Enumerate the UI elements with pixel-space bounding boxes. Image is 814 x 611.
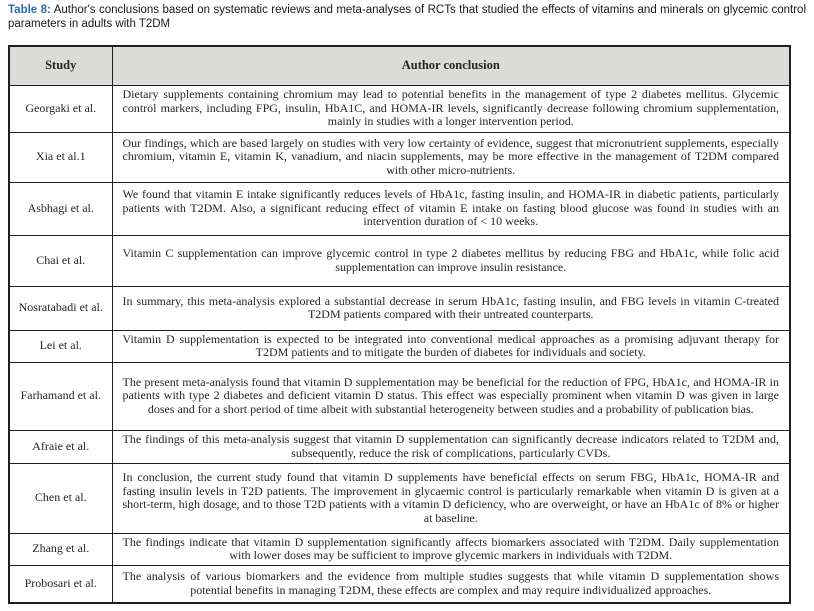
table-row <box>9 533 790 565</box>
table-row <box>9 286 790 330</box>
conclusion-cell: In summary, this meta-analysis explored a substantial decrease in serum HbA1c, fasting insulin, and FBG levels in vitamin C-treated T2DM patients compared with their untreated counterparts. <box>112 286 790 330</box>
column-header-conclusion: Author conclusion <box>112 46 790 85</box>
conclusion-cell: Vitamin C supplementation can improve glycemic control in type 2 diabetes mellitus by reducing FBG and HbA1c, while folic acid supplementation can improve insulin resistance. <box>112 235 790 286</box>
table-body <box>9 85 790 603</box>
study-cell: Lei et al. <box>9 330 112 362</box>
conclusion-cell: The present meta-analysis found that vitamin D supplementation may be beneficial for the reduction of FPG, HbA1c, and HOMA-IR in patients with type 2 diabetes and deficient vitamin D status. This effect was especially prominent when vitamin D was given in large doses and for a short period of time albeit with substantial heterogeneity between studies and a probability of publication bias. <box>112 362 790 430</box>
study-cell: Farhamand et al. <box>9 362 112 430</box>
study-cell: Chai et al. <box>9 235 112 286</box>
conclusion-cell: Vitamin D supplementation is expected to be integrated into conventional medical approaches as a promising adjuvant therapy for T2DM patients and to mitigate the burden of diabetes for individuals and society. <box>112 330 790 362</box>
conclusion-cell: The findings of this meta-analysis suggest that vitamin D supplementation can significantly decrease indicators related to T2DM and, subsequently, reduce the risk of complications, particularly CVDs. <box>112 430 790 463</box>
column-header-study: Study <box>9 46 112 85</box>
conclusion-cell: In conclusion, the current study found that vitamin D supplements have beneficial effects on serum FBG, HbA1c, HOMA-IR and fasting insulin levels in T2D patients. The improvement in glycaemic control is particularly remarkable when vitamin D is given at a short-term, high dosage, and to those T2D patients with a vitamin D deficiency, who are overweight, or have an HbA1c of 8% or higher at baseline. <box>112 463 790 533</box>
study-cell: Probosari et al. <box>9 565 112 603</box>
table-row <box>9 565 790 603</box>
table-caption-label: Table 8: <box>8 4 51 16</box>
conclusion-cell: The analysis of various biomarkers and the evidence from multiple studies suggests that while vitamin D supplementation shows potential benefits in managing T2DM, these effects are complex and may require individualized approaches. <box>112 565 790 603</box>
conclusion-cell: Our findings, which are based largely on studies with very low certainty of evidence, suggest that micronutrient supplements, especially chromium, vitamin E, vitamin K, vanadium, and niacin supplements, may be more effective in the management of T2DM compared with other micro-nutrients. <box>112 132 790 182</box>
study-cell: Zhang et al. <box>9 533 112 565</box>
study-cell: Afraie et al. <box>9 430 112 463</box>
conclusion-cell: We found that vitamin E intake significantly reduces levels of HbA1c, fasting insulin, and HOMA-IR in diabetic patients, particularly patients with T2DM. Also, a significant reducing effect of vitamin E intake on fasting blood glucose was found in studies with an intervention duration of < 10 weeks. <box>112 182 790 235</box>
table-row <box>9 85 790 132</box>
conclusion-cell: Dietary supplements containing chromium may lead to potential benefits in the management of type 2 diabetes mellitus. Glycemic control markers, including FPG, insulin, HbA1C, and HOMA-IR levels, significantly decrease following chromium supplementation, mainly in studies with a longer intervention period. <box>112 85 790 132</box>
study-cell: Asbhagi et al. <box>9 182 112 235</box>
table-row <box>9 235 790 286</box>
table-row <box>9 132 790 182</box>
conclusion-cell: The findings indicate that vitamin D supplementation significantly affects biomarkers associated with T2DM. Daily supplementation with lower doses may be sufficient to improve glycemic markers in individuals with T2DM. <box>112 533 790 565</box>
table-row <box>9 430 790 463</box>
study-cell: Nosratabadi et al. <box>9 286 112 330</box>
table-caption-text: Author's conclusions based on systematic reviews and meta-analyses of RCTs that studied the effects of vitamins and minerals on glycemic control parameters in adults with T2DM <box>8 4 807 30</box>
study-cell: Chen et al. <box>9 463 112 533</box>
header-row <box>9 46 790 85</box>
table-row <box>9 362 790 430</box>
table-header <box>9 46 790 85</box>
conclusions-table <box>8 45 791 604</box>
study-cell: Xia et al.1 <box>9 132 112 182</box>
study-cell: Georgaki et al. <box>9 85 112 132</box>
table-row <box>9 463 790 533</box>
table-caption <box>8 4 806 31</box>
table-row <box>9 330 790 362</box>
table-row <box>9 182 790 235</box>
